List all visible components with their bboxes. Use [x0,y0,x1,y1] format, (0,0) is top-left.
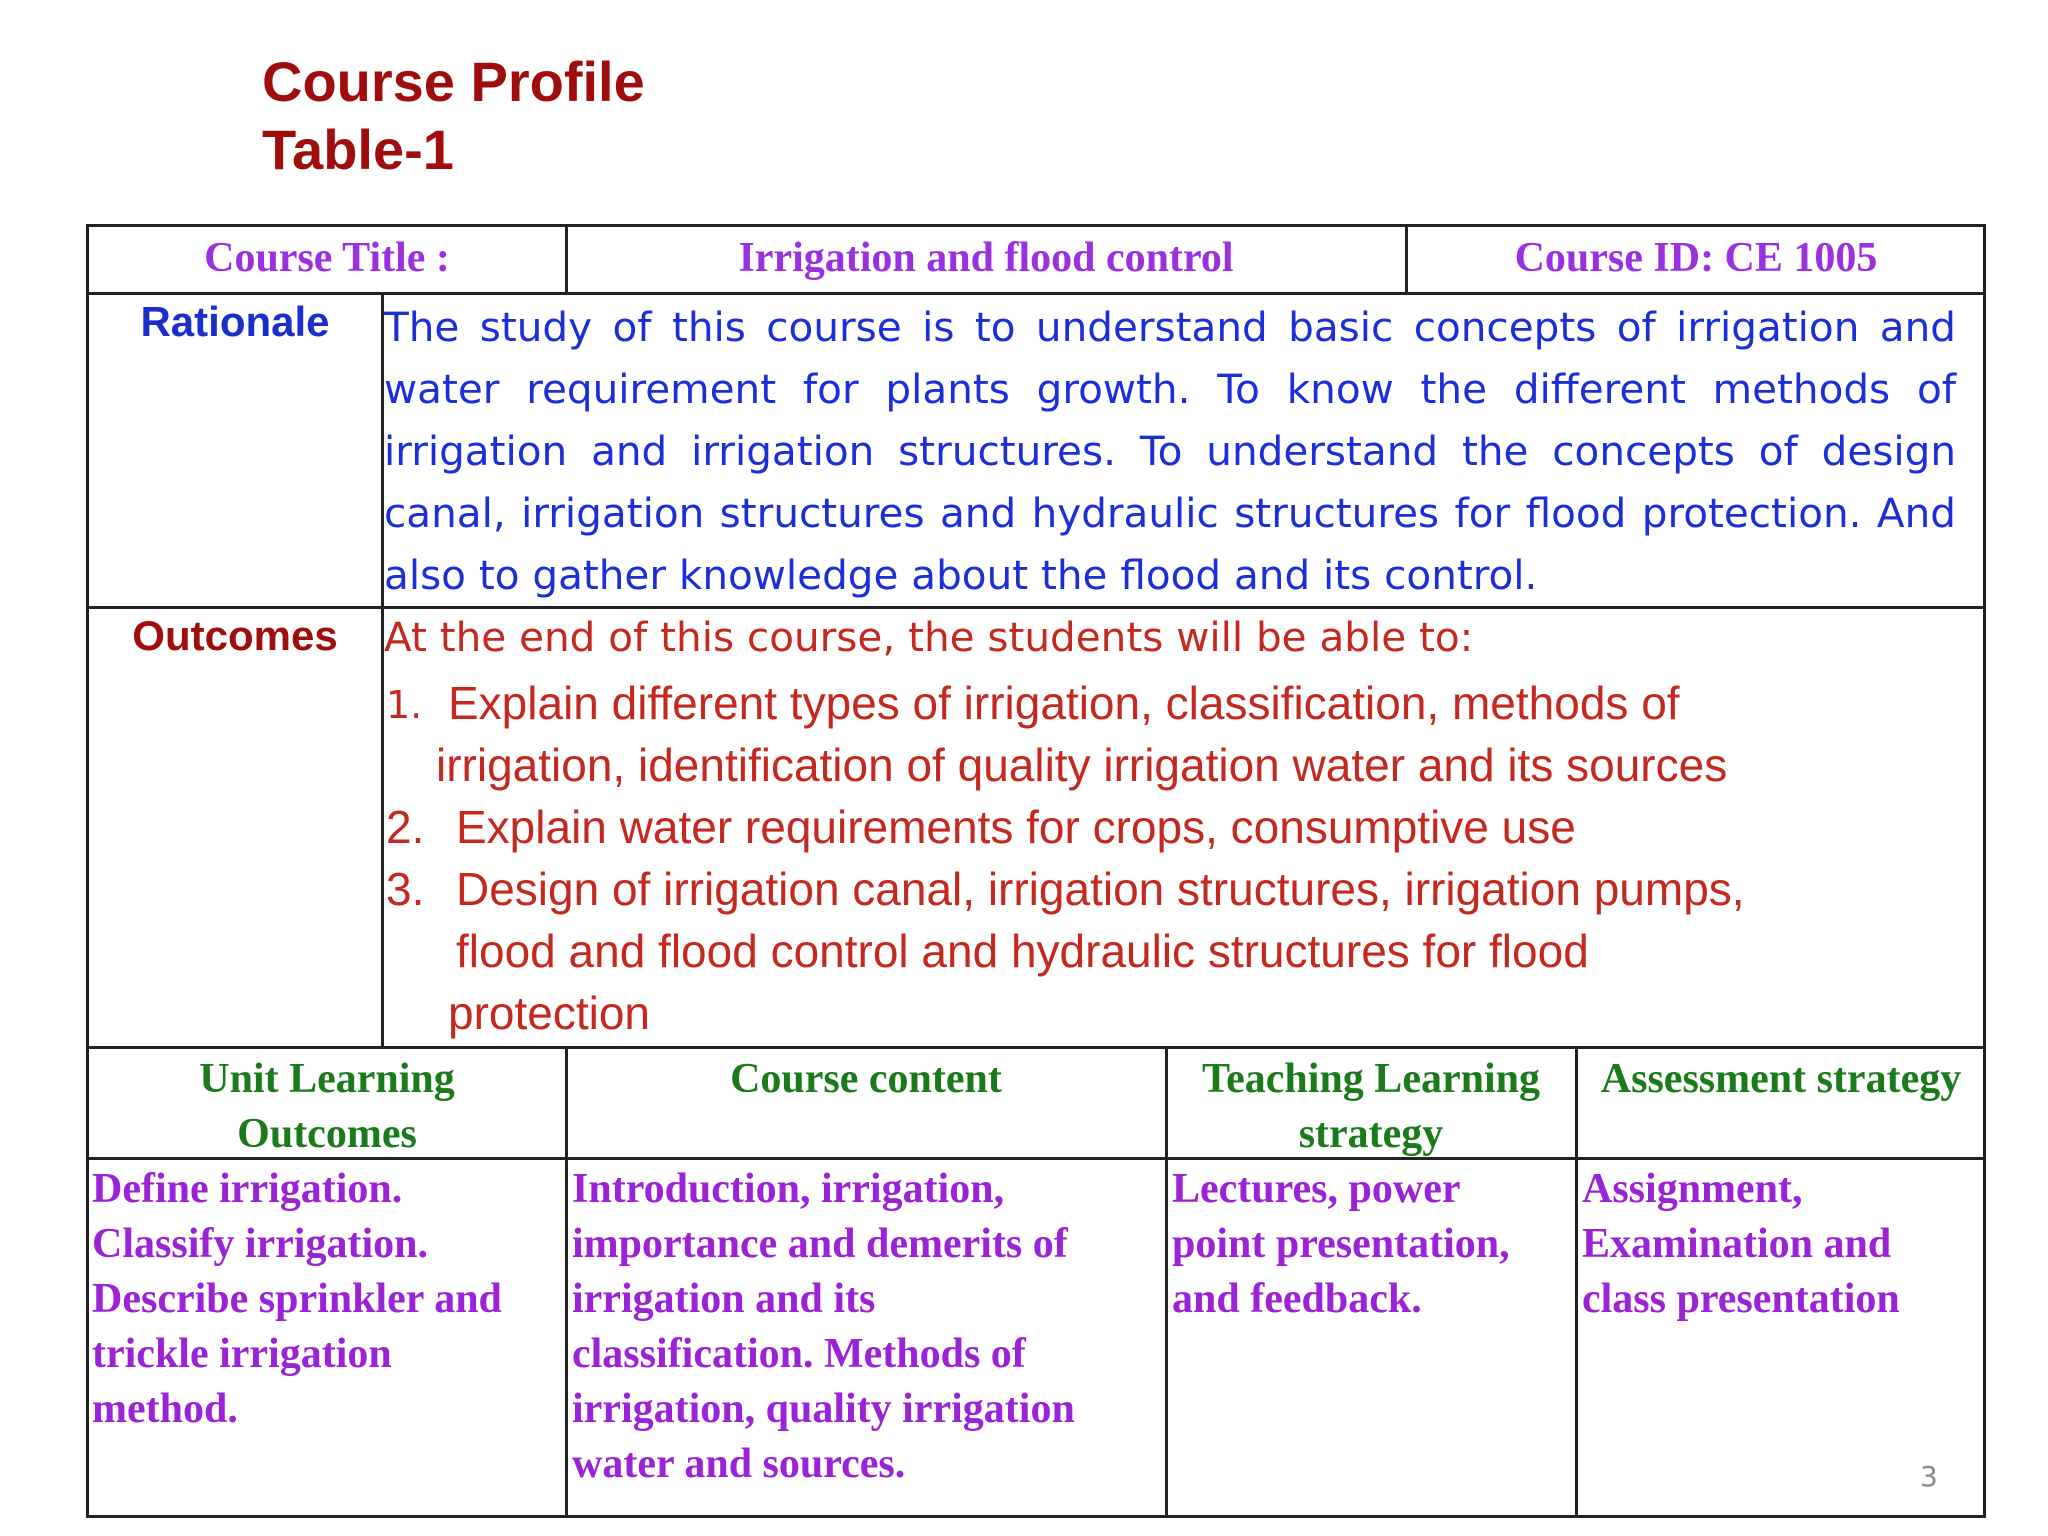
header-course-content: Course content [730,1056,1002,1102]
divider [86,292,1986,295]
outcome-number: 2. [386,801,425,853]
header-teaching-learning-strategy: Teaching Learning strategy [1201,1056,1540,1157]
course-id: Course ID: CE 1005 [1514,235,1878,281]
outcomes-intro: At the end of this course, the students will be able to: [384,613,1474,661]
outcome-number: 3. [386,863,425,915]
page-number: 3 [1920,1460,1938,1493]
outcome-line: Explain different types of irrigation, classification, methods of [448,677,1680,729]
cell-unit-learning-outcomes: Define irrigation. Classify irrigation. Describe sprinkler and trickle irrigation method. [92,1166,502,1432]
outcome-line: protection [448,987,651,1039]
course-title-value: Irrigation and flood control [738,235,1234,281]
outcome-number: 1. [386,683,423,727]
cell-teaching-learning-strategy: Lectures, power point presentation, and feedback. [1172,1166,1510,1322]
outcome-line: irrigation, identification of quality irrigation water and its sources [436,739,1728,791]
page-title [262,48,645,184]
outcome-line: Explain water requirements for crops, consumptive use [456,801,1576,853]
divider [565,1046,568,1518]
rationale-label: Rationale [140,298,330,345]
course-title-label: Course Title : [204,235,450,281]
title-line-2: Table-1 [262,118,454,181]
cell-course-content: Introduction, irrigation, importance and demerits of irrigation and its classification. Methods of irrigation, quality irrigation water and sources. [572,1166,1075,1487]
outcomes-label: Outcomes [132,612,338,659]
outcome-line: flood and flood control and hydraulic structures for flood [456,925,1589,977]
rationale-text: The study of this course is to understand basic concepts of irrigation and water requirement for plants growth. To know the different methods of irrigation and irrigation structures. To understand the concepts of design canal, irrigation structures and hydraulic structures for flood protection. And also to gather knowledge about the flood and its control. [384,303,1956,599]
outcome-line: Design of irrigation canal, irrigation structures, irrigation pumps, [456,863,1745,915]
header-unit-learning-outcomes: Unit Learning Outcomes [199,1056,455,1157]
cell-assessment-strategy: Assignment, Examination and class presentation [1582,1166,1900,1322]
divider [1575,1046,1578,1518]
header-assessment-strategy: Assessment strategy [1600,1056,1962,1102]
divider [86,1046,1986,1049]
title-line-1: Course Profile [262,50,645,113]
